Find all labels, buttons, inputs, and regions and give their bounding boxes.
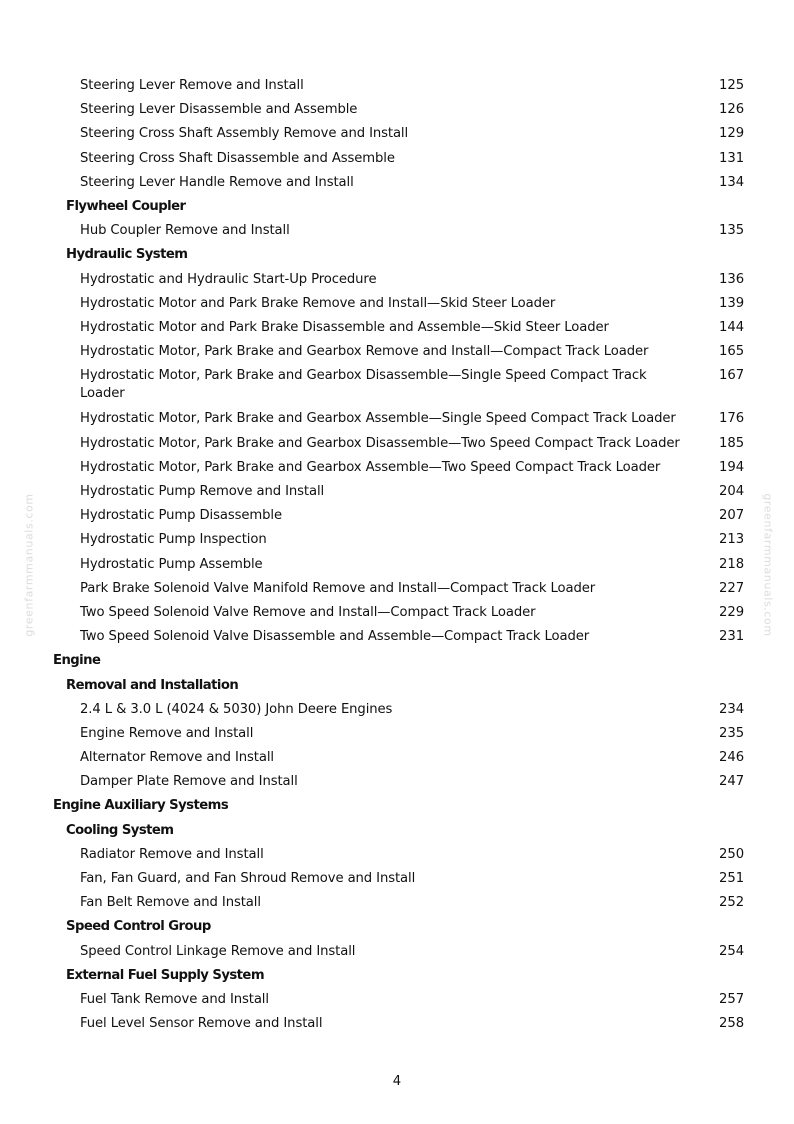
toc-entry[interactable] xyxy=(0,894,794,918)
toc-entry-title: Steering Lever Remove and Install xyxy=(80,78,304,93)
toc-page-number: 167 xyxy=(719,368,745,384)
toc-entry[interactable] xyxy=(0,531,794,555)
toc-page-number: 126 xyxy=(719,102,745,118)
toc-entry-title: Steering Cross Shaft Assembly Remove and Install xyxy=(80,126,409,142)
toc-entry-title: Hydrostatic Motor, Park Brake and Gearbox Assemble—Two Speed Compact Track Loader xyxy=(80,459,661,475)
toc-entry[interactable] xyxy=(0,701,794,725)
toc-entry-title: Fan Belt Remove and Install xyxy=(80,895,261,911)
watermark-left: greenfarmmanuals.com xyxy=(22,493,36,637)
toc-page-number: 125 xyxy=(719,78,745,93)
toc-entry[interactable] xyxy=(0,943,794,967)
toc-page-number: 131 xyxy=(719,150,745,166)
toc-page-number: 136 xyxy=(719,271,745,287)
toc-entry[interactable] xyxy=(0,580,794,604)
toc-entry[interactable] xyxy=(0,367,794,410)
toc-entry[interactable] xyxy=(0,222,794,246)
toc-chapter-heading[interactable] xyxy=(0,797,794,821)
toc-page-number: 218 xyxy=(719,556,745,572)
toc-entry-title: Steering Cross Shaft Disassemble and Assemble xyxy=(80,150,395,166)
toc-entry-title: Fuel Level Sensor Remove and Install xyxy=(80,1016,323,1032)
toc-entry-title: Damper Plate Remove and Install xyxy=(80,774,298,790)
toc-page-number: 258 xyxy=(719,1016,745,1032)
toc-entry-title: Hydrostatic Motor and Park Brake Remove and Install—Skid Steer Loader xyxy=(80,295,556,311)
toc-entry-title: Fan, Fan Guard, and Fan Shroud Remove and Install xyxy=(80,871,416,886)
toc-entry[interactable] xyxy=(0,295,794,319)
toc-page-number: 235 xyxy=(719,725,745,741)
toc-entry[interactable] xyxy=(0,507,794,531)
toc-page-number: 227 xyxy=(719,580,745,596)
toc-heading-title: Engine xyxy=(53,653,101,669)
toc-entry[interactable] xyxy=(0,101,794,125)
toc-section-heading[interactable] xyxy=(0,967,794,991)
toc-entry[interactable] xyxy=(0,271,794,295)
toc-heading-title: Engine Auxiliary Systems xyxy=(53,798,229,814)
toc-page-number: 252 xyxy=(719,895,745,911)
toc-page-number: 234 xyxy=(719,701,745,717)
toc-page-number: 165 xyxy=(719,344,745,360)
toc-entry-title: Engine Remove and Install xyxy=(80,725,254,741)
toc-page-number: 185 xyxy=(719,435,745,451)
toc-page-number: 254 xyxy=(719,943,745,959)
toc-page-number: 257 xyxy=(719,991,745,1007)
toc-section-heading[interactable] xyxy=(0,246,794,270)
toc-entry[interactable] xyxy=(0,319,794,343)
toc-entry-title: Steering Lever Handle Remove and Install xyxy=(80,174,354,190)
toc-entry[interactable] xyxy=(0,77,794,101)
toc-entry[interactable] xyxy=(0,410,794,434)
toc-page-number: 176 xyxy=(719,411,745,427)
toc-entry-title: Alternator Remove and Install xyxy=(80,750,274,766)
toc-entry-title: Hydrostatic Pump Remove and Install xyxy=(80,484,325,499)
toc-entry-title: Hydrostatic Motor, Park Brake and Gearbox Disassemble—Single Speed Compact Track Loader xyxy=(80,368,647,402)
toc-entry-title: Hydrostatic Motor and Park Brake Disassemble and Assemble—Skid Steer Loader xyxy=(80,319,609,335)
watermark-right: greenfarmmanuals.com xyxy=(761,493,775,637)
toc-entry[interactable] xyxy=(0,343,794,367)
toc-heading-title: Cooling System xyxy=(66,822,174,838)
toc-entry-title: 2.4 L & 3.0 L (4024 & 5030) John Deere Engines xyxy=(80,701,393,717)
toc-section-heading[interactable] xyxy=(0,677,794,701)
toc-page-number: 231 xyxy=(719,629,745,645)
page-number: 4 xyxy=(392,1074,402,1089)
toc-entry[interactable] xyxy=(0,459,794,483)
toc-entry-title: Speed Control Linkage Remove and Install xyxy=(80,943,356,959)
toc-entry[interactable] xyxy=(0,991,794,1015)
toc-entry[interactable] xyxy=(0,604,794,628)
toc-entry-title: Hydrostatic Motor, Park Brake and Gearbox Remove and Install—Compact Track Loader xyxy=(80,344,649,360)
toc-entry[interactable] xyxy=(0,628,794,652)
toc-page-number: 135 xyxy=(719,223,745,239)
toc-entry[interactable] xyxy=(0,174,794,198)
toc-page-number: 194 xyxy=(719,459,745,475)
toc-entry[interactable] xyxy=(0,483,794,507)
toc-entry-title: Park Brake Solenoid Valve Manifold Remove and Install—Compact Track Loader xyxy=(80,580,596,596)
toc-heading-title: External Fuel Supply System xyxy=(66,967,265,983)
toc-page-number: 139 xyxy=(719,295,745,311)
toc-entry[interactable] xyxy=(0,150,794,174)
toc-entry[interactable] xyxy=(0,773,794,797)
toc-entry[interactable] xyxy=(0,749,794,773)
toc-heading-title: Removal and Installation xyxy=(66,677,239,693)
toc-page-number: 144 xyxy=(719,319,745,335)
toc-heading-title: Flywheel Coupler xyxy=(66,198,186,214)
toc-entry-title: Steering Lever Disassemble and Assemble xyxy=(80,102,358,118)
toc-entry-title: Two Speed Solenoid Valve Disassemble and Assemble—Compact Track Loader xyxy=(80,629,590,645)
toc-entry[interactable] xyxy=(0,1015,794,1039)
toc-entry-title: Hydrostatic Pump Assemble xyxy=(80,556,263,572)
toc-page-number: 213 xyxy=(719,532,745,548)
toc-page-number: 204 xyxy=(719,484,745,499)
toc-heading-title: Speed Control Group xyxy=(66,919,211,935)
toc-section-heading[interactable] xyxy=(0,198,794,222)
toc-entry[interactable] xyxy=(0,125,794,149)
toc-entry[interactable] xyxy=(0,846,794,870)
toc-page-number: 250 xyxy=(719,846,745,862)
toc-page-number: 207 xyxy=(719,508,745,524)
toc-page-number: 251 xyxy=(719,871,745,886)
toc-entry-title: Hub Coupler Remove and Install xyxy=(80,223,290,239)
toc-chapter-heading[interactable] xyxy=(0,652,794,676)
toc-entry-title: Hydrostatic Motor, Park Brake and Gearbox Disassemble—Two Speed Compact Track Loader xyxy=(80,435,680,451)
toc-entry[interactable] xyxy=(0,556,794,580)
toc-page-number: 134 xyxy=(719,174,745,190)
toc-section-heading[interactable] xyxy=(0,918,794,942)
toc-section-heading[interactable] xyxy=(0,822,794,846)
toc-entry-title: Radiator Remove and Install xyxy=(80,846,264,862)
toc-entry[interactable] xyxy=(0,870,794,894)
toc-entry[interactable] xyxy=(0,435,794,459)
toc-entry[interactable] xyxy=(0,725,794,749)
toc-page-number: 246 xyxy=(719,750,745,766)
toc-heading-title: Hydraulic System xyxy=(66,247,188,263)
toc-entry-title: Hydrostatic Pump Inspection xyxy=(80,532,267,548)
toc-page-number: 229 xyxy=(719,604,745,620)
table-of-contents xyxy=(0,77,794,1039)
toc-entry-title: Fuel Tank Remove and Install xyxy=(80,991,269,1007)
toc-page-number: 247 xyxy=(719,774,745,790)
toc-entry-title: Hydrostatic Pump Disassemble xyxy=(80,508,282,524)
toc-entry-title: Two Speed Solenoid Valve Remove and Install—Compact Track Loader xyxy=(80,604,536,620)
toc-entry-title: Hydrostatic Motor, Park Brake and Gearbox Assemble—Single Speed Compact Track Loader xyxy=(80,411,676,427)
toc-entry-title: Hydrostatic and Hydraulic Start-Up Procedure xyxy=(80,271,377,287)
toc-page-number: 129 xyxy=(719,126,745,142)
